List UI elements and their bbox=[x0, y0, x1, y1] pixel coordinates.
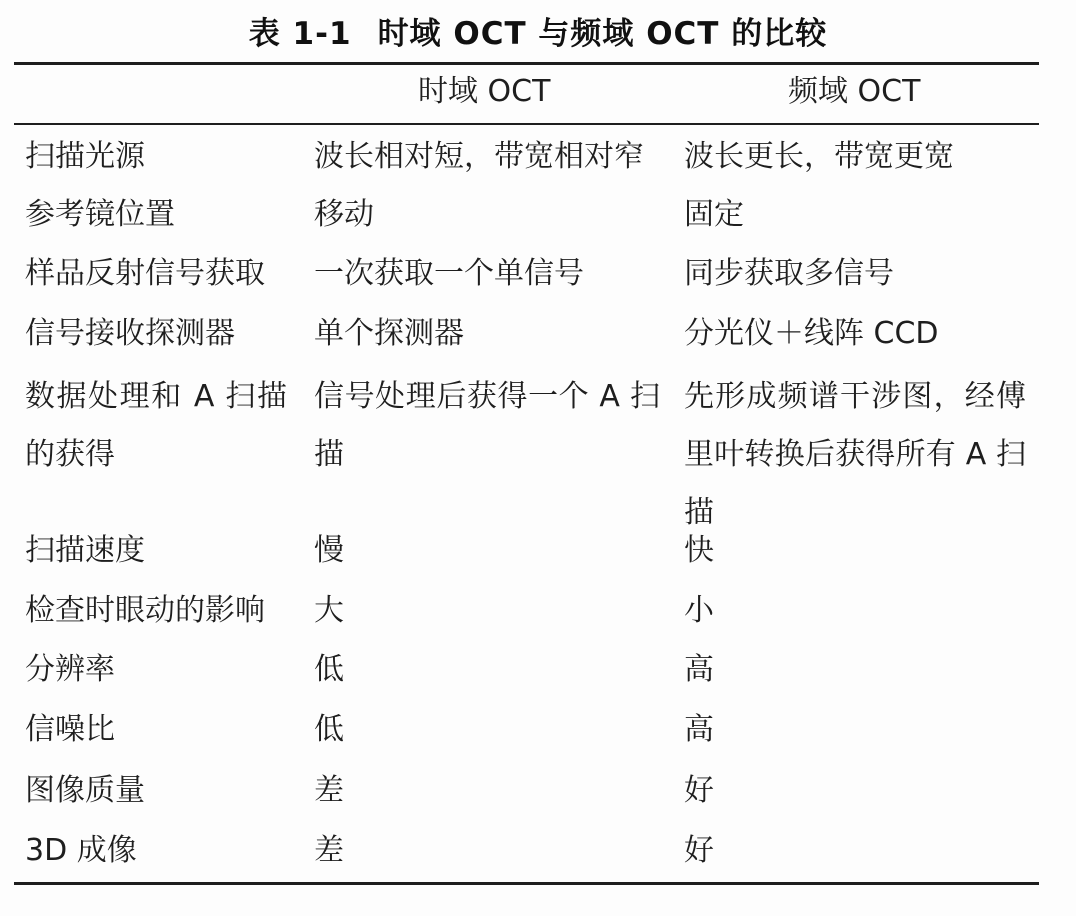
row-label: 3D 成像 bbox=[25, 833, 137, 868]
row-freq-domain: 高 bbox=[684, 712, 714, 747]
row-time-domain: 一次获取一个单信号 bbox=[314, 256, 584, 291]
row-time-domain: 移动 bbox=[314, 197, 374, 232]
header-rule bbox=[14, 123, 1039, 125]
row-time-domain: 波长相对短，带宽相对窄 bbox=[314, 139, 644, 174]
row-freq-domain: 高 bbox=[684, 652, 714, 687]
bottom-rule bbox=[14, 882, 1039, 885]
table-number: 表 1-1 bbox=[248, 16, 352, 52]
table-title: 时域 OCT 与频域 OCT 的比较 bbox=[377, 16, 828, 52]
row-label: 检查时眼动的影响 bbox=[25, 593, 265, 628]
row-label: 分辨率 bbox=[25, 652, 115, 687]
table-caption bbox=[0, 8, 1076, 53]
row-time-domain: 低 bbox=[314, 712, 344, 747]
row-time-domain: 差 bbox=[314, 773, 344, 808]
row-label: 数据处理和 A 扫描的获得 bbox=[25, 379, 287, 472]
row-freq-domain: 好 bbox=[684, 773, 714, 808]
header-time-domain: 时域 OCT bbox=[418, 74, 551, 109]
row-freq-domain: 小 bbox=[684, 593, 714, 628]
row-time-domain: 大 bbox=[314, 593, 344, 628]
row-label: 信号接收探测器 bbox=[25, 316, 235, 351]
row-label: 信噪比 bbox=[25, 712, 115, 747]
row-freq-domain: 固定 bbox=[684, 197, 744, 232]
row-label: 扫描光源 bbox=[25, 139, 145, 174]
row-freq-domain: 同步获取多信号 bbox=[684, 256, 894, 291]
row-time-domain: 单个探测器 bbox=[314, 316, 464, 351]
header-freq-domain: 频域 OCT bbox=[788, 74, 921, 109]
row-label: 扫描速度 bbox=[25, 533, 145, 568]
row-freq-domain: 分光仪＋线阵 CCD bbox=[684, 316, 939, 351]
row-label: 样品反射信号获取 bbox=[25, 256, 265, 291]
row-time-domain: 差 bbox=[314, 833, 344, 868]
row-freq-domain: 好 bbox=[684, 833, 714, 868]
row-label: 参考镜位置 bbox=[25, 197, 175, 232]
row-time-domain: 信号处理后获得一个 A 扫描 bbox=[314, 379, 660, 472]
row-freq-domain: 快 bbox=[684, 533, 714, 568]
row-label: 图像质量 bbox=[25, 773, 145, 808]
row-time-domain: 低 bbox=[314, 652, 344, 687]
top-rule bbox=[14, 62, 1039, 65]
row-freq-domain: 波长更长，带宽更宽 bbox=[684, 139, 954, 174]
row-freq-domain: 先形成频谱干涉图，经傅里叶转换后获得所有 A 扫描 bbox=[684, 379, 1026, 530]
row-time-domain: 慢 bbox=[314, 533, 344, 568]
